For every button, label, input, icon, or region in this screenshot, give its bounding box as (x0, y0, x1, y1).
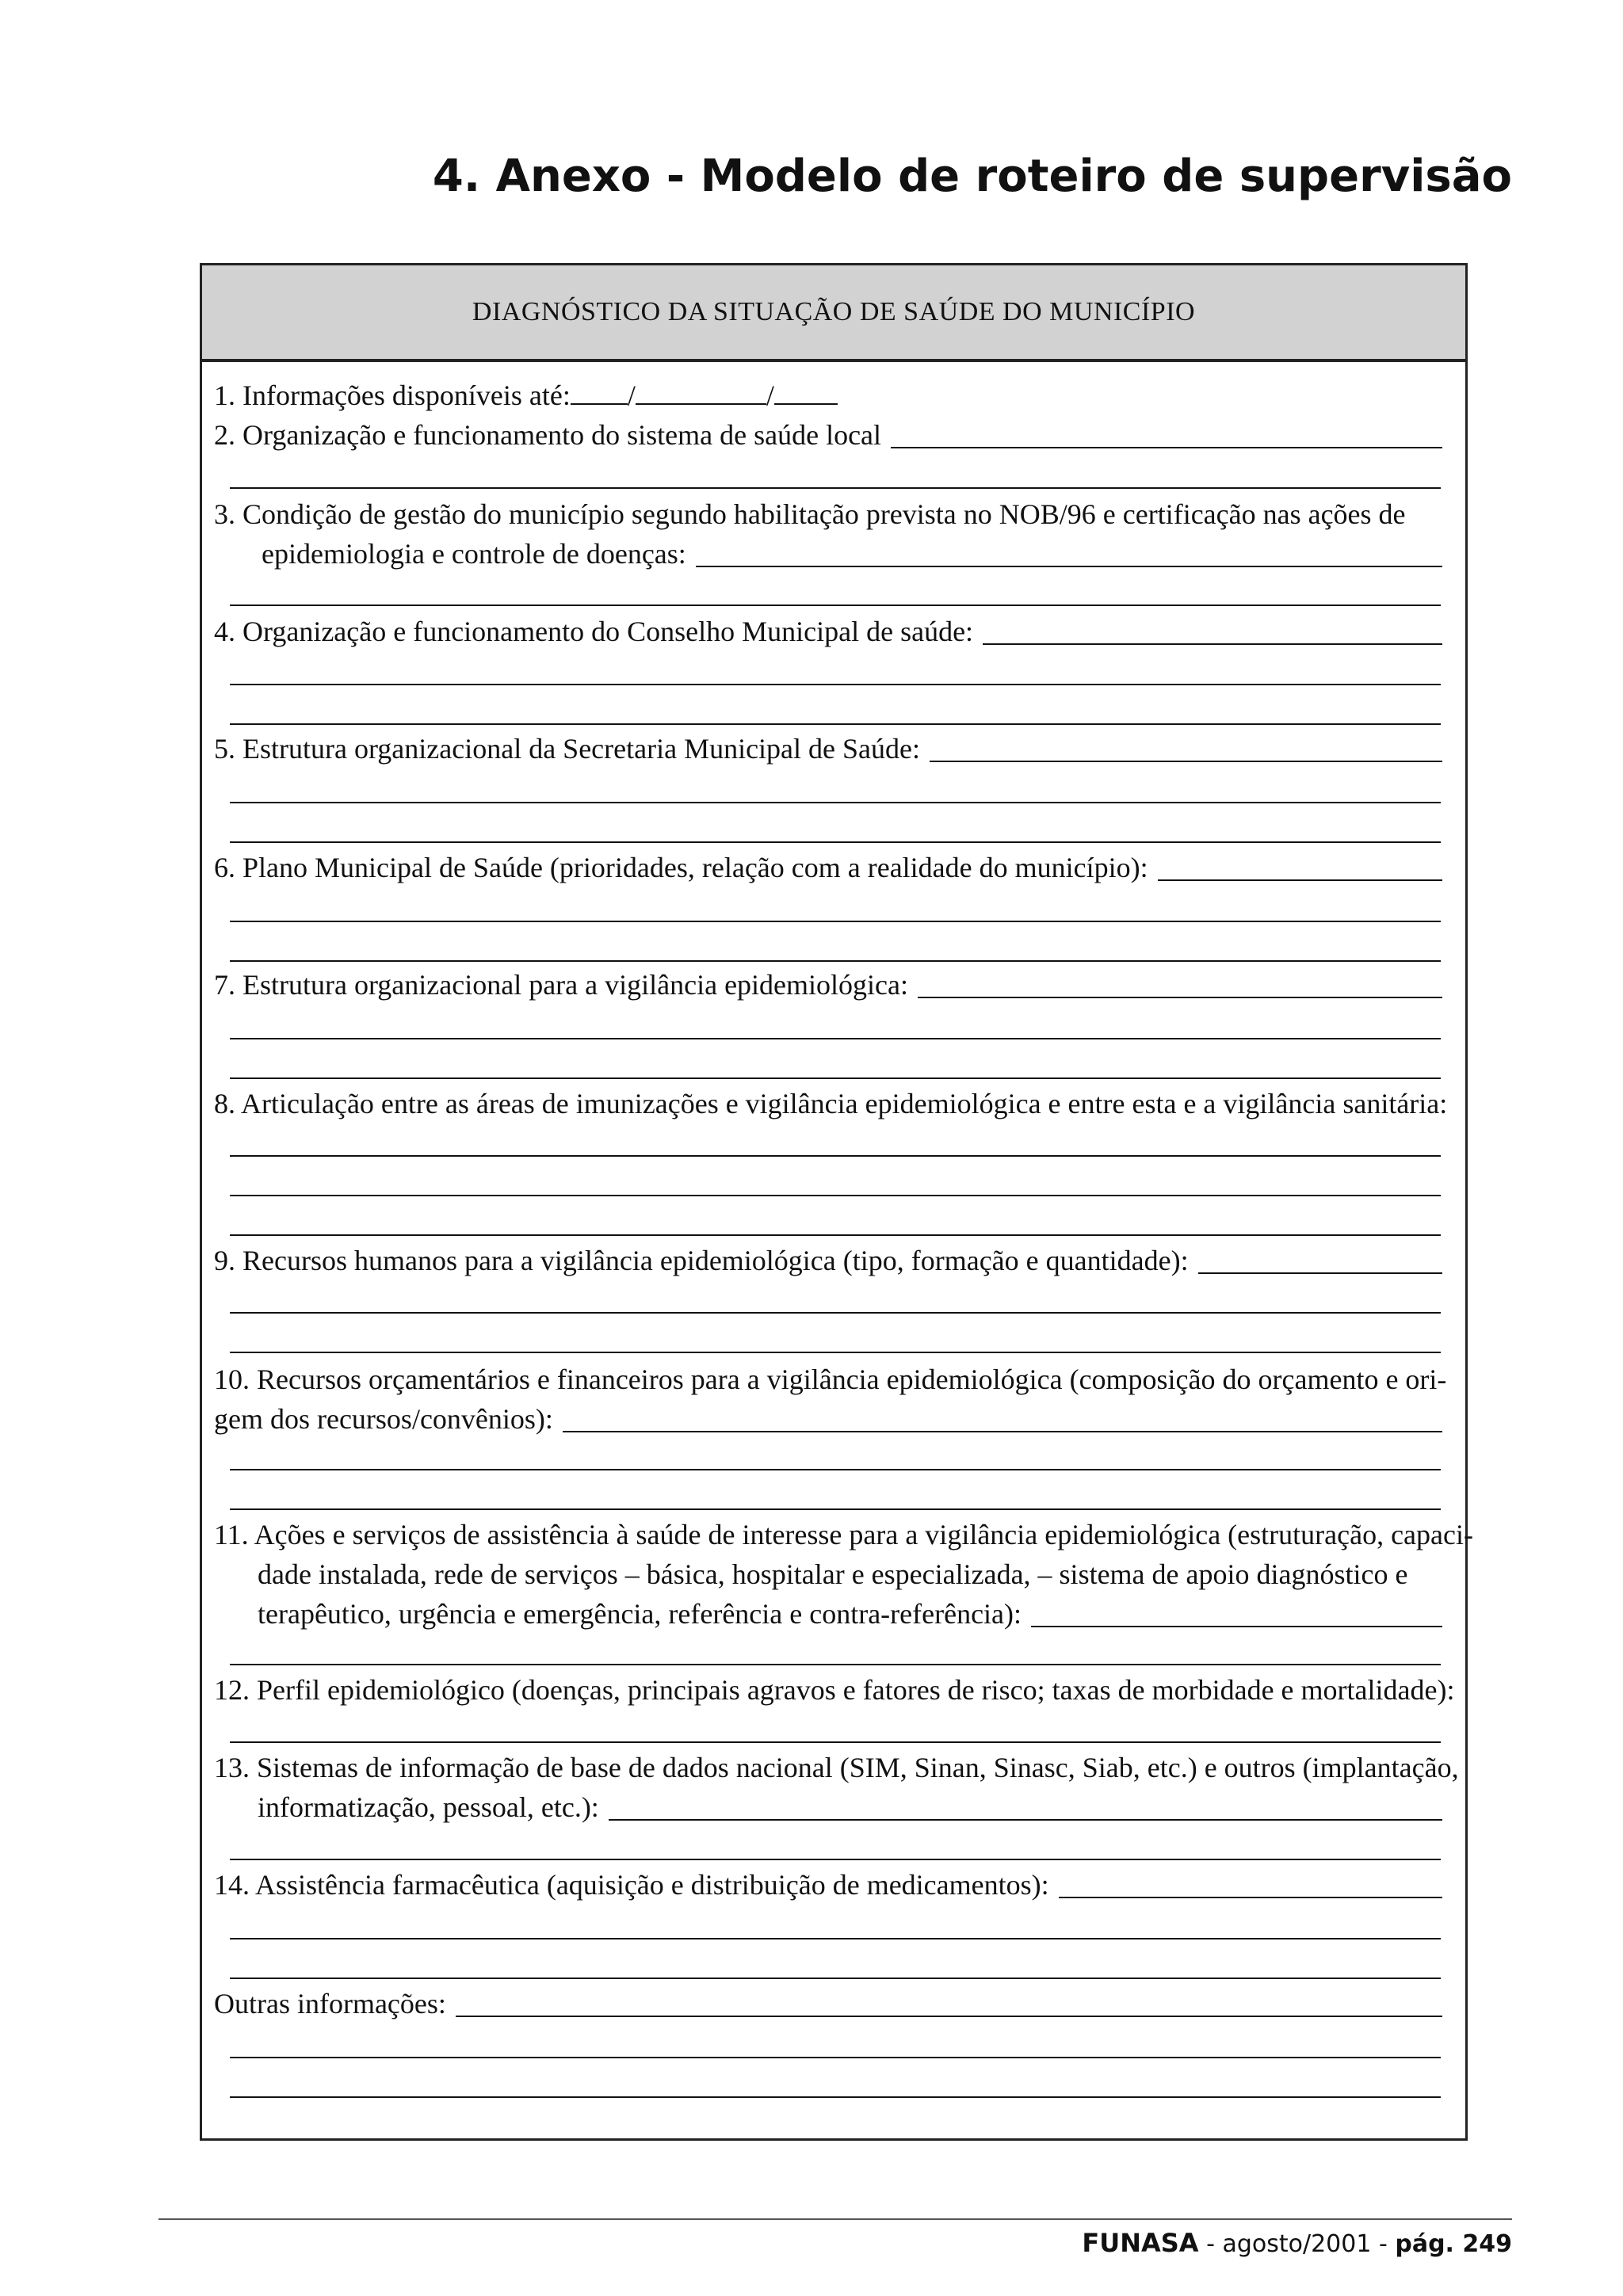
answer-field[interactable] (1059, 1897, 1442, 1898)
item-12-epidemiological-profile: 12. Perfil epidemiológico (doenças, principais agravos e fatores de risco; taxas de morbidade e mortalidade): (214, 1674, 1455, 1706)
item-1-available-info-date: 1. Informações disponíveis até: / / (214, 376, 1442, 415)
answer-line[interactable] (230, 1938, 1441, 1939)
item-10-continuation: gem dos recursos/convênios): (214, 1399, 1442, 1439)
answer-field[interactable] (1198, 1272, 1442, 1274)
answer-field[interactable] (983, 643, 1442, 645)
answer-line[interactable] (230, 802, 1441, 803)
answer-field[interactable] (1158, 879, 1442, 881)
date-year-field[interactable] (774, 403, 838, 405)
item-10-budget-resources: 10. Recursos orçamentários e financeiros para a vigilância epidemiológica (composição do orçamento e ori- (214, 1363, 1447, 1395)
footer-divider (158, 2218, 1512, 2220)
answer-field[interactable] (456, 2016, 1442, 2017)
answer-line[interactable] (230, 1508, 1441, 1510)
answer-line[interactable] (230, 1469, 1441, 1470)
date-month-field[interactable] (636, 403, 766, 405)
footer-brand: FUNASA (1082, 2228, 1199, 2258)
other-information: Outras informações: (214, 1984, 1442, 2023)
item-5-health-secretariat-structure: 5. Estrutura organizacional da Secretaria Municipal de Saúde: (214, 729, 1442, 769)
item-11-continuation-2: terapêutico, urgência e emergência, referência e contra-referência): (258, 1594, 1442, 1634)
answer-line[interactable] (230, 1077, 1441, 1079)
answer-line[interactable] (230, 2057, 1441, 2058)
footer-date: - agosto/2001 - (1198, 2230, 1396, 2258)
answer-line[interactable] (230, 723, 1441, 725)
item-7-surveillance-structure: 7. Estrutura organizacional para a vigilância epidemiológica: (214, 965, 1442, 1005)
answer-line[interactable] (230, 1978, 1441, 1979)
answer-line[interactable] (230, 921, 1441, 922)
answer-line[interactable] (230, 1859, 1441, 1860)
answer-field[interactable] (930, 761, 1442, 762)
answer-line[interactable] (230, 841, 1441, 843)
item-2-local-health-system: 2. Organização e funcionamento do sistema de saúde local (214, 415, 1442, 455)
page-footer (1082, 2228, 1512, 2258)
answer-field[interactable] (891, 447, 1442, 448)
page-title: 4. Anexo - Modelo de roteiro de supervisão (432, 151, 1512, 202)
answer-line[interactable] (230, 1195, 1441, 1196)
date-day-field[interactable] (571, 403, 628, 405)
answer-line[interactable] (230, 960, 1441, 962)
answer-line[interactable] (230, 1312, 1441, 1314)
answer-field[interactable] (696, 566, 1442, 567)
item-11-continuation-1: dade instalada, rede de serviços – básica, hospitalar e especializada, – sistema de apoio diagnóstico e (258, 1558, 1408, 1590)
answer-line[interactable] (230, 487, 1441, 489)
answer-field[interactable] (563, 1431, 1442, 1432)
answer-field[interactable] (918, 997, 1442, 998)
item-6-municipal-health-plan: 6. Plano Municipal de Saúde (prioridades, relação com a realidade do município): (214, 848, 1442, 887)
answer-line[interactable] (230, 684, 1441, 685)
footer-page-number: pág. 249 (1395, 2230, 1512, 2258)
answer-line[interactable] (230, 1155, 1441, 1157)
answer-line[interactable] (230, 2096, 1441, 2098)
form-header: DIAGNÓSTICO DA SITUAÇÃO DE SAÚDE DO MUNICÍPIO (202, 265, 1465, 362)
answer-line[interactable] (230, 1664, 1441, 1665)
item-13-information-systems: 13. Sistemas de informação de base de dados nacional (SIM, Sinan, Sinasc, Siab, etc.) e outros (implantação, (214, 1752, 1459, 1783)
answer-line[interactable] (230, 1038, 1441, 1039)
item-3-continuation: epidemiologia e controle de doenças: (262, 534, 1442, 574)
answer-line[interactable] (230, 1352, 1441, 1353)
answer-field[interactable] (1031, 1626, 1442, 1627)
item-4-municipal-health-council: 4. Organização e funcionamento do Conselho Municipal de saúde: (214, 612, 1442, 651)
item-11-health-services: 11. Ações e serviços de assistência à saúde de interesse para a vigilância epidemiológica (estruturação, capaci- (214, 1519, 1473, 1550)
item-9-human-resources: 9. Recursos humanos para a vigilância epidemiológica (tipo, formação e quantidade): (214, 1241, 1442, 1280)
answer-line[interactable] (230, 605, 1441, 606)
item-3-management-condition: 3. Condição de gestão do município segundo habilitação prevista no NOB/96 e certificação nas ações de (214, 498, 1406, 530)
item-8-immunization-articulation: 8. Articulação entre as áreas de imunizações e vigilância epidemiológica e entre esta e a vigilância sanitária: (214, 1088, 1448, 1119)
answer-field[interactable] (609, 1819, 1442, 1821)
item-13-continuation: informatização, pessoal, etc.): (258, 1787, 1442, 1827)
answer-line[interactable] (230, 1234, 1441, 1236)
item-14-pharmaceutical-assistance: 14. Assistência farmacêutica (aquisição e distribuição de medicamentos): (214, 1865, 1442, 1905)
answer-line[interactable] (230, 1741, 1441, 1743)
